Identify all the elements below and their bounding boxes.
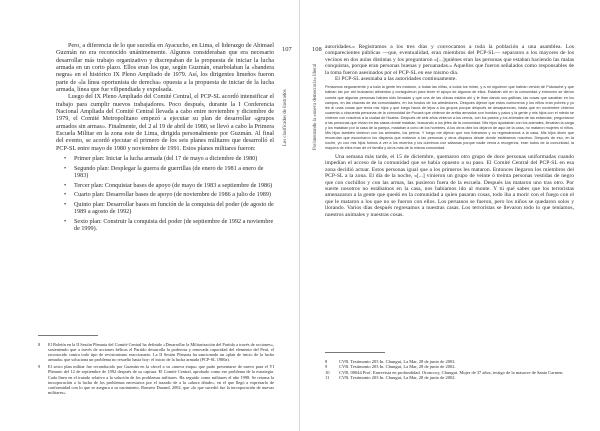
list-item: • Tercer plan: Conquistar bases de apoyo (de mayo de 1983 a septiembre de 1986) (56, 183, 274, 190)
testimony-quote: Pensamos seguramente y a toda la gente les mataron, a todas las niñas, a todos los miran, y a mí siguieron que habían venido de Pulcasche y que habían ido por ahí buscando alimentos y consiguieron para tener el apoyo de algunos de ellos. Estaban ahí en la comunidad y entonces se dieron cuenta que algunas personas habían sido llevadas y que una de las chicas estaba ahí y le iban dando sus gallinas, las cosas que sacaban en los campos, en las chacras de las comunidades, en los fundos de los alrededores. Después dijeron que estos comuneros y los niños eran pobres y yo les di unas cosas que tenía mis hijos y que luego hacía de lejos a los grupos porque después se desaparecían, hasta que en noviembre vinieron cuarenta o cincuenta personas de la comunidad de Pucará que vinieron de arriba armados con hondas y palos y la gente y mis hijos con el miedo se vinieron con nosotros a la ciudad de Huanta. Después de seis años vinieron a los cerros, con los pastos y los animales de las estancias, preguntaron a las personas que vivían en las casas donde estaban, buscando a los jefes de la comunidad. Mis hijos ayudaban con los animales, llevaban la carga y los mataban por la casa de la pampa, mataban a ocho de los hombres. A los otros diez los dejaron de aquí de la casa, no mataron mujeres ni niños. Mis hijos también vinieron con los animales, los perros. Y luego me dijeron que nos fuéramos y no regresáramos a la casa. Mis hijos dicen que recuerdan que escucharon los disparos que mataron a las personas y otros disparos desde donde estábamos nosotros. Después de eso, en la noche, yo con mis hijos fuimos a ver a los muertos y los cubrimos con sábanas porque nadie venía a recogerlos, eran todos de la comunidad, la mayoría de ellos eran de mi familia y otros más de la misma comunidad. (325, 85, 574, 150)
footnote-number: 10 (325, 369, 330, 375)
left-page-body (56, 43, 274, 236)
list-item: • Cuarto plan: Desarrollar bases de apoyo (de noviembre de 1986 a julio de 1989) (56, 192, 274, 199)
footnote-number: 9 (325, 364, 328, 370)
footnote-number: 8 (325, 358, 328, 364)
list-item: • Segundo plan: Desplegar la guerra de guerrillas (de enero de 1981 a enero de 1983) (56, 166, 274, 181)
footnote-text: El sexto plan militar fue reconducido por Guzmán en la cárcel a su «nueva etapa» que pudo presentarse de nuevo para el VI Plenario del 12 de septiembre de 1992 después de su captura. El Comité Central, aprobado como ese problema de la estrategia. Cada línea en el tratado relativo a la solución de los problemas militares. Ha seguido como militares el año 1998. Se retoma la incorporación a la lucha de los problemas necesarios por el trazado de a la «ahora dónde», en el que llegó a expresarlo de conformidad con lo que se asegura a su nacimiento, Romero Durand, 2002, que «lo que sucedió fue la incorporación de nuevas militares». (48, 364, 274, 395)
paragraph: Pero, a diferencia de lo que sucedía en Ayacucho, en Lima, el liderazgo de Abimael Guzmán no era reconocido unánimemente. Algunos consideraban que era necesario desarrollar más trabajo organizativo y discrepaban de la propuesta de iniciar la lucha armada en un corto plazo. Ellos eran los que, según Guzmán, enarbolaban la «bandera negra» en el histórico IX Pleno Ampliado de 1979. Así, los dirigentes limeños fueron parte de «la línea oportunista de derecha» opuesta a la propuesta de iniciar de la lucha armada, línea que fue vilipendiada y expulsada. (56, 43, 274, 94)
footnote-text: CVR. 00044 Prof. Entrevista en profundidad. Oronccoy, Chungui. Mujer de 37 años, testigo de la masacre de Santa Carmen. (339, 369, 564, 375)
page-gutter (299, 0, 300, 431)
left-page-number: 107 (282, 46, 292, 53)
footnote-text: El Boletín en la II Sesión Plenaria del Comité Central ha definido «Desarrollar la Militarización del Partido a través de acciones», sosteniendo que a través de acciones bélicas el Partido desarrolla la poderosa y renovada capacidad del elemento del Perú, el reconocido contra todo tipo de revisionismo reaccionario. La II Sesión Plenaria ha sancionado un «plan de inicio de la lucha armada» que soluciona un problema no resuelto hasta hoy: el inicio de la lucha armada (PCP-SL 1980a). (48, 341, 274, 363)
right-page-number: 108 (312, 46, 322, 53)
list-item: • Primer plan: Iniciar la lucha armada (del 17 de mayo a diciembre de 1980) (56, 156, 274, 163)
paragraph: Una semana más tarde, el 15 de diciembre, quemaron otro grupo de doce personas uniformadas cuando impedían el acceso de la comunidad que se había opuesto a su paso. El Comité Central del PCP-SL en esa zona decidió actuar. Estos personas igual que a los primeros les mataron. Entonces llegaron los miembros del PCP-SL a la zona. El día de la noche, «[...] vinieron un grupo de veinte ó treinta personas vestidas de negro que con cuchillos y con las armas, las pusieron fuera de la escuela. Después las mataron uno tras otro. Por suerte nosotros no estábamos en la casa, nos habíamos ido al monte. Y tú qué sabes que los terroristas amenazaron a la gente que quedó en la comunidad a quien pasaran cosas, todo iba a morir con el fuego con el que le mataron a los que no se fueron con ellos. Los peruanos se fueron, pero los niños se quedaron solos y llorando. Varios días después regresamos a nuestras casas. Los terroristas se llevaron todo lo que teníamos, nuestros animales y nuestras cosas. (325, 154, 574, 218)
list-item: • Quinto plan: Desarrollar bases en función de la conquista del poder (de agosto de 1989 a agosto de 1992) (56, 202, 274, 217)
military-plans-list (56, 156, 274, 234)
list-item: • Sexto plan: Construir la conquista del poder (de septiembre de 1992 a noviembre de 1999). (56, 219, 274, 234)
footnote-rule (38, 335, 98, 336)
footnote (325, 375, 574, 381)
footnote-rule (325, 352, 385, 353)
footnote (38, 342, 274, 363)
right-running-head: Pavimentando la «nueva democracia» liberal (313, 63, 318, 150)
paragraph: Luego del IX Pleno Ampliado del Comité Central, el PCP-SL acordó intensificar el trabajo para cumplir nuevos trabajadores. Poco después, durante la I Conferencia Nacional Ampliada del Comité Central llevada a cabo entre noviembre y diciembre de 1979, el Comité Metropolitano empezó a ejecutar su plan de desarrollar «grupos armados sin armas». Finalmente, del 2 al 19 de abril de 1980, se llevó a cabo la Primera Escuela Militar en la zona este de Lima, dirigida personalmente por Guzmán. Al final del evento, se acordó ejecutar el primero de los seis planes militares que desarrolló el PCP-SL entre mayo de 1980 y noviembre de 1991. Estos planes militares fueron: (56, 94, 274, 152)
right-page-body (325, 44, 574, 218)
footnote-number: 9 (38, 364, 41, 370)
paragraph: autoridades.» Registramos a los tres días y convocamos a toda la población a una asamblea. Los comparecientes públicas —que, eventualidad, eran miembros del PCP-SL— separaron a los mayores de los vecinos en dos aulas distintas y los preguntaron «[...]quiénes eran las personas que estaban haciendo las malas conquistas, porque eran personas buenas y peruanadas.» Aquellos que fueron señalados como responsables de la toma fueron asesinados por el PCP-SL en ese mismo día. (325, 44, 574, 76)
left-running-head: Los clasificados de ilustrados (283, 89, 288, 146)
left-footnotes (38, 335, 274, 397)
footnote-number: 8 (38, 341, 41, 347)
paragraph: El PCP-SL asesinaba a las autoridades continuamente. (335, 76, 457, 83)
footnote-text: CVR. Testimonio 203 In. Chungui, La Mar, 28 de junio de 2002. (339, 358, 456, 364)
right-footnotes (325, 352, 574, 381)
footnote-text: CVR. Testimonio 203 In. Chungui, La Mar, 28 de junio de 2002. (339, 364, 456, 370)
footnote (38, 364, 274, 395)
footnote-number: 11 (325, 375, 330, 381)
footnote-text: CVR. Testimonio 203 In. Chungui, La Mar, 28 de junio de 2002. (339, 375, 456, 381)
